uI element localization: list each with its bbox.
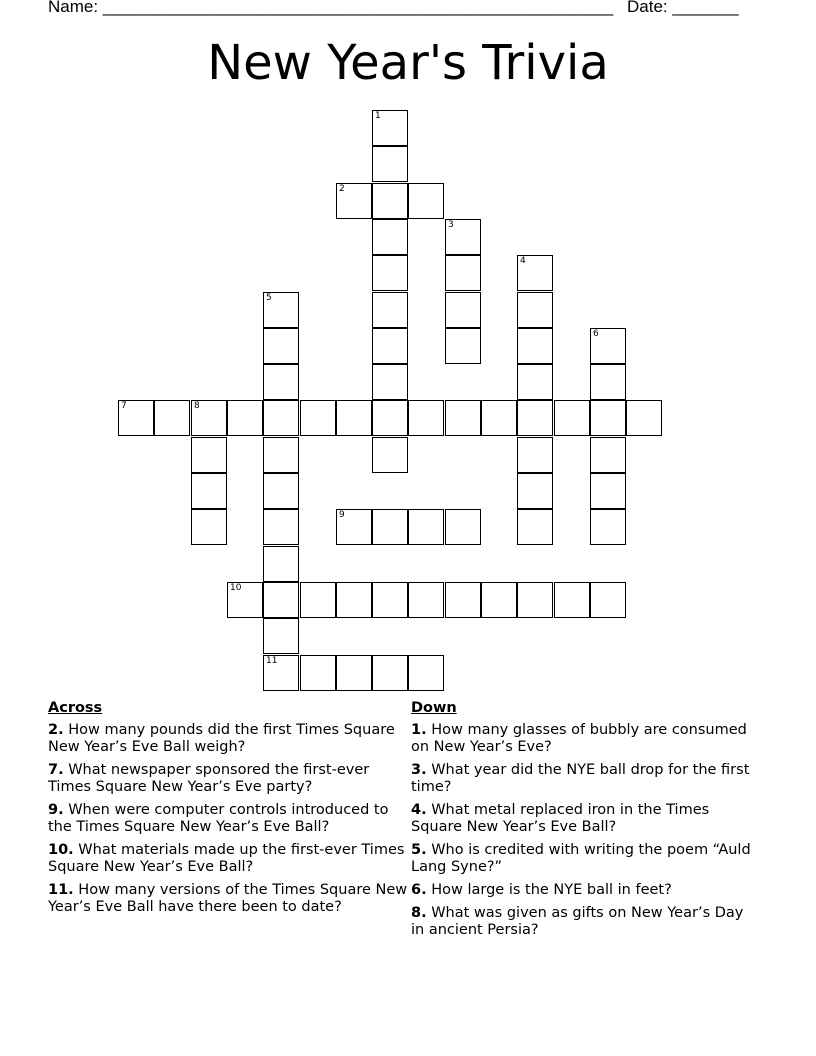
grid-cell[interactable]: [445, 400, 481, 436]
down-heading: Down: [411, 700, 457, 716]
grid-cell[interactable]: [590, 364, 626, 400]
clue-text: How many glasses of bubbly are consumed on New Year’s Eve?: [411, 722, 747, 755]
grid-cell[interactable]: [445, 582, 481, 618]
clue-number-label: 6: [593, 329, 599, 339]
grid-cell[interactable]: [372, 183, 408, 219]
grid-cell[interactable]: [336, 655, 372, 691]
clue-number-label: 11: [266, 656, 278, 666]
grid-cell[interactable]: [263, 364, 299, 400]
grid-cell[interactable]: [300, 582, 336, 618]
across-heading: Across: [48, 700, 103, 716]
clue-text: What newspaper sponsored the first-ever Times Square New Year’s Eve party?: [48, 762, 370, 795]
clue-text: How many pounds did the first Times Square New Year’s Eve Ball weigh?: [48, 722, 395, 755]
clue-text: What was given as gifts on New Year’s Day in ancient Persia?: [411, 905, 744, 938]
grid-cell[interactable]: [445, 219, 481, 255]
grid-cell[interactable]: [554, 582, 590, 618]
grid-cell[interactable]: [300, 655, 336, 691]
clue-number-label: 7: [121, 401, 127, 411]
grid-cell[interactable]: [590, 437, 626, 473]
grid-cell[interactable]: [372, 146, 408, 182]
grid-cell[interactable]: [263, 292, 299, 328]
grid-cell[interactable]: [517, 509, 553, 545]
clue-text: What materials made up the first-ever Times Square New Year’s Eve Ball?: [48, 842, 405, 875]
clue-text: When were computer controls introduced to the Times Square New Year’s Eve Ball?: [48, 802, 389, 835]
clue-across-7: [48, 762, 410, 796]
grid-cell[interactable]: [445, 292, 481, 328]
clue-text: How many versions of the Times Square New Year’s Eve Ball have there been to date?: [48, 882, 408, 915]
clue-number-label: 8: [194, 401, 200, 411]
grid-cell[interactable]: [445, 509, 481, 545]
grid-cell[interactable]: [300, 400, 336, 436]
grid-cell[interactable]: [372, 582, 408, 618]
grid-cell[interactable]: [372, 292, 408, 328]
grid-cell[interactable]: [336, 509, 372, 545]
grid-cell[interactable]: [372, 655, 408, 691]
grid-cell[interactable]: [517, 437, 553, 473]
grid-cell[interactable]: [227, 400, 263, 436]
grid-cell[interactable]: [154, 400, 190, 436]
down-clues: [411, 700, 761, 945]
grid-cell[interactable]: [517, 292, 553, 328]
grid-cell[interactable]: [191, 509, 227, 545]
grid-cell[interactable]: [118, 400, 154, 436]
grid-cell[interactable]: [372, 509, 408, 545]
clue-across-9: [48, 802, 410, 836]
grid-cell[interactable]: [517, 328, 553, 364]
grid-cell[interactable]: [517, 400, 553, 436]
grid-cell[interactable]: [263, 328, 299, 364]
clue-down-5: [411, 842, 761, 876]
clue-text: Who is credited with writing the poem “Auld Lang Syne?”: [411, 842, 751, 875]
grid-cell[interactable]: [263, 437, 299, 473]
grid-cell[interactable]: [372, 219, 408, 255]
clue-text: What metal replaced iron in the Times Square New Year’s Eve Ball?: [411, 802, 710, 835]
grid-cell[interactable]: [336, 183, 372, 219]
clue-number: 2.: [48, 722, 64, 738]
grid-cell[interactable]: [191, 400, 227, 436]
name-field[interactable]: Name: ______________________________________________________: [48, 0, 614, 16]
grid-cell[interactable]: [372, 364, 408, 400]
grid-cell[interactable]: [408, 509, 444, 545]
grid-cell[interactable]: [263, 473, 299, 509]
clue-number: 3.: [411, 762, 427, 778]
clue-number: 6.: [411, 882, 427, 898]
grid-cell[interactable]: [408, 582, 444, 618]
page-title: New Year's Trivia: [207, 35, 609, 91]
grid-cell[interactable]: [263, 655, 299, 691]
clue-number: 8.: [411, 905, 427, 921]
clue-down-3: [411, 762, 761, 796]
grid-cell[interactable]: [263, 509, 299, 545]
grid-cell[interactable]: [590, 473, 626, 509]
clue-number: 10.: [48, 842, 74, 858]
grid-cell[interactable]: [590, 400, 626, 436]
clue-across-2: [48, 722, 410, 756]
clue-down-8: [411, 905, 761, 939]
grid-cell[interactable]: [517, 473, 553, 509]
clue-number: 1.: [411, 722, 427, 738]
grid-cell[interactable]: [372, 255, 408, 291]
grid-cell[interactable]: [336, 400, 372, 436]
grid-cell[interactable]: [372, 110, 408, 146]
clue-down-1: [411, 722, 761, 756]
grid-cell[interactable]: [481, 582, 517, 618]
clue-number-label: 10: [230, 583, 242, 593]
grid-cell[interactable]: [517, 255, 553, 291]
clue-text: How large is the NYE ball in feet?: [431, 882, 672, 898]
clue-across-11: [48, 882, 410, 916]
clue-number: 7.: [48, 762, 64, 778]
grid-cell[interactable]: [191, 473, 227, 509]
clue-number: 4.: [411, 802, 427, 818]
date-field[interactable]: Date: _______: [627, 0, 739, 16]
clue-number-label: 4: [520, 256, 526, 266]
grid-cell[interactable]: [590, 509, 626, 545]
clue-number-label: 9: [339, 510, 345, 520]
grid-cell[interactable]: [372, 400, 408, 436]
grid-cell[interactable]: [263, 582, 299, 618]
clue-number: 5.: [411, 842, 427, 858]
grid-cell[interactable]: [408, 400, 444, 436]
grid-cell[interactable]: [408, 655, 444, 691]
clue-across-10: [48, 842, 410, 876]
clue-number-label: 2: [339, 184, 345, 194]
clue-number: 9.: [48, 802, 64, 818]
clue-down-6: [411, 882, 761, 899]
grid-cell[interactable]: [554, 400, 590, 436]
grid-cell[interactable]: [445, 255, 481, 291]
grid-cell[interactable]: [263, 400, 299, 436]
grid-cell[interactable]: [372, 437, 408, 473]
grid-cell[interactable]: [408, 183, 444, 219]
clue-number-label: 1: [375, 111, 381, 121]
clue-number-label: 5: [266, 293, 272, 303]
clue-text: What year did the NYE ball drop for the first time?: [411, 762, 750, 795]
grid-cell[interactable]: [336, 582, 372, 618]
grid-cell[interactable]: [517, 364, 553, 400]
grid-cell[interactable]: [590, 582, 626, 618]
header-row: [48, 0, 748, 17]
grid-cell[interactable]: [517, 582, 553, 618]
grid-cell[interactable]: [191, 437, 227, 473]
grid-cell[interactable]: [590, 328, 626, 364]
grid-cell[interactable]: [227, 582, 263, 618]
clue-number-label: 3: [448, 220, 454, 230]
grid-cell[interactable]: [481, 400, 517, 436]
clue-down-4: [411, 802, 761, 836]
grid-cell[interactable]: [263, 546, 299, 582]
across-clues: [48, 700, 410, 922]
grid-cell[interactable]: [626, 400, 662, 436]
grid-cell[interactable]: [372, 328, 408, 364]
grid-cell[interactable]: [445, 328, 481, 364]
clue-number: 11.: [48, 882, 74, 898]
grid-cell[interactable]: [263, 618, 299, 654]
